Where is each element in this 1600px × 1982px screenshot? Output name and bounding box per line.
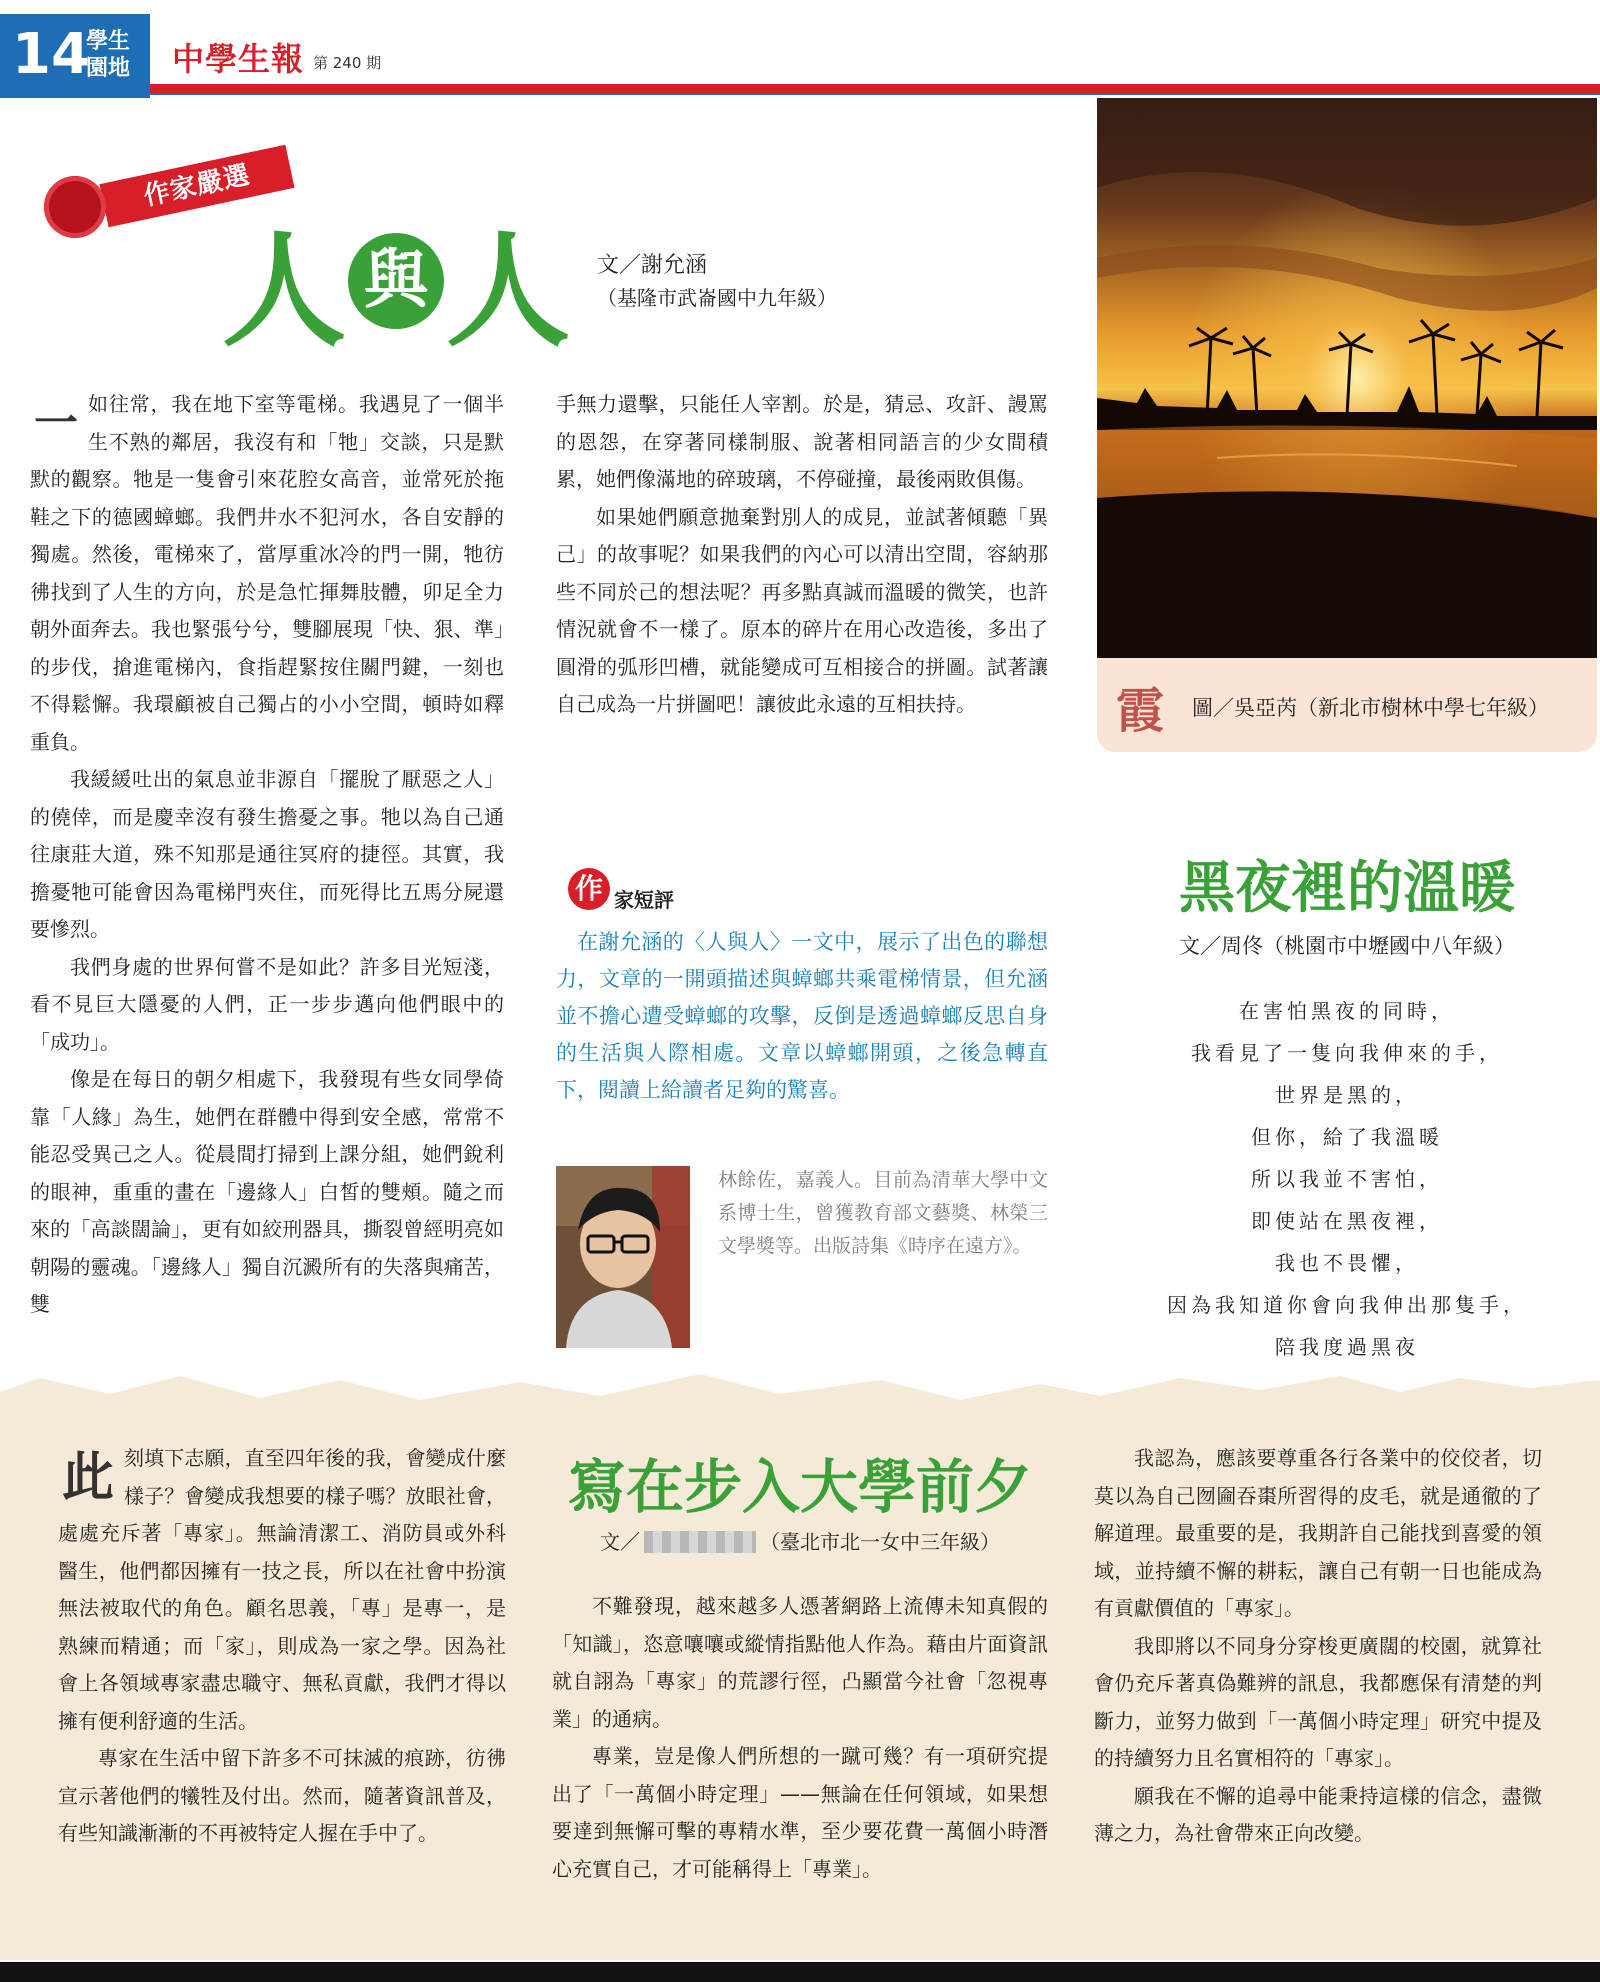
paragraph: 如往常，我在地下室等電梯。我遇見了一個半生不熟的鄰居，我沒有和「牠」交談，只是默默的觀察。牠是一隻會引來花腔女高音，並常死於拖鞋之下的德國蟑螂。我們井水不犯河水，各自安靜的獨處。然後，電梯來了，當厚重冰冷的門一開，牠彷彿找到了人生的方向，於是急忙揮舞肢體，卯足全力朝外面奔去。我也緊張兮兮，雙腳展現「快、狠、準」的步伐，搶進電梯內，食指趕緊按住關門鍵，一刻也不得鬆懈。我環顧被自己獨占的小小空間，頓時如釋重負。	[30, 392, 504, 754]
issue-number: 第 240 期	[313, 54, 382, 72]
section-name	[86, 28, 144, 82]
poem-line: 世界是黑的，	[1275, 1083, 1419, 1107]
header-rule	[150, 84, 1600, 93]
article3-column-3	[1094, 1440, 1542, 1853]
paragraph: 專家在生活中留下許多不可抹滅的痕跡，彷彿宣示著他們的犧牲及付出。然而，隨著資訊普及，有些知識漸漸的不再被特定人握在手中了。	[58, 1746, 506, 1845]
paragraph: 像是在每日的朝夕相處下，我發現有些女同學倚靠「人緣」為生，她們在群體中得到安全感，常常不能忍受異己之人。從晨間打掃到上課分組，她們銳利的眼神，重重的畫在「邊緣人」白皙的雙頰。隨之而來的「高談闊論」，更有如絞刑器具，撕裂曾經明亮如朝陽的靈魂。「邊緣人」獨自沉澱所有的失落與痛苦，雙	[30, 1067, 504, 1316]
article1-column-1	[30, 386, 504, 1366]
paragraph: 願我在不懈的追尋中能秉持這樣的信念，盡微薄之力，為社會帶來正向改變。	[1094, 1783, 1542, 1845]
photo-title: 霞	[1116, 683, 1165, 739]
article3-byline	[540, 1526, 1060, 1555]
poem-line: 在害怕黑夜的同時，	[1239, 999, 1455, 1023]
page-number: 14	[12, 22, 90, 87]
poem-line: 我看見了一隻向我伸來的手，	[1191, 1041, 1503, 1065]
paragraph: 我們身處的世界何嘗不是如此？許多目光短淺，看不見巨大隱憂的人們，正一步步邁向他們眼中的「成功」。	[30, 954, 504, 1054]
article3-column-1	[58, 1440, 506, 1853]
poem-title: 黑夜裡的溫暖	[1179, 855, 1515, 921]
critic-bio: 林餘佐，嘉義人。目前為清華大學中文系博士生，曾獲教育部文藝獎、林榮三文學獎等。出版詩集《時序在遠方》。	[718, 1169, 1048, 1257]
critic-portrait	[556, 1166, 690, 1348]
paragraph: 我認為，應該要尊重各行各業中的佼佼者，切莫以為自己囫圇吞棗所習得的皮毛，就是通徹的了解道理。最重要的是，我期許自己能找到喜愛的領域，並持續不懈的耕耘，讓自己有朝一日也能成為有貢獻價值的「專家」。	[1094, 1446, 1542, 1620]
title-right: 人	[446, 219, 571, 364]
poem-byline: 文／周佟（桃園市中壢國中八年級）	[1179, 934, 1515, 958]
poem-body	[1097, 990, 1597, 1368]
section-name-line2: 園地	[86, 56, 131, 81]
poem-line: 所以我並不害怕，	[1251, 1167, 1443, 1191]
byline-prefix: 文／	[600, 1530, 640, 1554]
dropcap: 此	[62, 1447, 115, 1508]
footer-bar	[0, 1962, 1600, 1982]
critique-text	[556, 924, 1048, 1109]
redacted-author-name	[644, 1531, 756, 1553]
critique-label: 家短評	[614, 888, 674, 912]
critique-badge: 作	[568, 868, 610, 910]
dropcap: 一	[34, 398, 78, 449]
title-mid-circle: 與	[348, 233, 444, 329]
poem-line: 即使站在黑夜裡，	[1251, 1209, 1443, 1233]
paragraph: 我緩緩吐出的氣息並非源自「擺脫了厭惡之人」的僥倖，而是慶幸沒有發生擔憂之事。牠以為自己通往康莊大道，殊不知那是通往冥府的捷徑。其實，我擔憂牠可能會因為電梯門夾住，而死得比五馬分屍還要慘烈。	[30, 767, 504, 941]
article-school: （基隆市武崙國中九年級）	[597, 286, 837, 310]
red-seal-icon	[44, 176, 106, 238]
section-name-line1: 學生	[86, 29, 131, 54]
ribbon-label: 作家嚴選	[100, 145, 295, 228]
article-title	[222, 206, 571, 364]
paragraph: 我即將以不同身分穿梭更廣闊的校園，就算社會仍充斥著真偽難辨的訊息，我都應保有清楚的判斷力，並努力做到「一萬個小時定理」研究中提及的持續努力且名實相符的「專家」。	[1094, 1633, 1542, 1770]
article-byline: 文／謝允涵	[597, 253, 708, 278]
poem-line: 但你，給了我溫暖	[1251, 1125, 1443, 1149]
paragraph: 手無力還擊，只能任人宰割。於是，猜忌、攻訐、謾罵的恩怨，在穿著同樣制服、說著相同語言的少女間積累，她們像滿地的碎玻璃，不停碰撞，最後兩敗俱傷。	[556, 392, 1048, 491]
paragraph: 不難發現，越來越多人憑著網路上流傳未知真假的「知識」，恣意嚷嚷或縱情指點他人作為。藉由片面資訊就自詡為「專家」的荒謬行徑，凸顯當今社會「忽視專業」的通病。	[552, 1594, 1048, 1731]
title-left: 人	[222, 219, 347, 364]
photo-credit: 圖／吳亞芮（新北市樹林中學七年級）	[1192, 696, 1549, 720]
paragraph: 專業，豈是像人們所想的一蹴可幾？有一項研究提出了「一萬個小時定理」——無論在任何領域，如果想要達到無懈可擊的專精水準，至少要花費一萬個小時潛心充實自己，才可能稱得上「專業」。	[552, 1744, 1048, 1881]
poem-line: 我也不畏懼，	[1275, 1251, 1419, 1275]
sunset-photo	[1097, 98, 1597, 658]
article3-school: （臺北市北一女中三年級）	[760, 1530, 1000, 1554]
article1-column-2	[556, 386, 1048, 724]
header-rule-blue	[150, 93, 1600, 95]
poem-line: 陪我度過黑夜	[1275, 1335, 1419, 1359]
poem-line: 因為我知道你會向我伸出那隻手，	[1167, 1293, 1527, 1317]
article3-title: 寫在步入大學前夕	[567, 1453, 1032, 1521]
critique-paragraph: 在謝允涵的〈人與人〉一文中，展示了出色的聯想力，文章的一開頭描述與蟑螂共乘電梯情景，但允涵並不擔心遭受蟑螂的攻擊，反倒是透過蟑螂反思自身的生活與人際相處。文章以蟑螂開頭，之後急轉直下，閱讀上給讀者足夠的驚喜。	[556, 930, 1048, 1102]
publication-name: 中學生報	[172, 40, 305, 78]
article3-column-2	[552, 1588, 1048, 1888]
paragraph: 如果她們願意拋棄對別人的成見，並試著傾聽「異己」的故事呢？如果我們的內心可以清出空間，容納那些不同於己的想法呢？再多點真誠而溫暖的微笑，也許情況就會不一樣了。原本的碎片在用心改造後，多出了圓滑的弧形凹槽，就能變成可互相接合的拼圖。試著讓自己成為一片拼圖吧！讓彼此永遠的互相扶持。	[556, 504, 1048, 716]
paragraph: 刻填下志願，直至四年後的我，會變成什麼樣子？會變成我想要的樣子嗎？放眼社會，處處充斥著「專家」。無論清潔工、消防員或外科醫生，他們都因擁有一技之長，所以在社會中扮演無法被取代的角色。顧名思義，「專」是專一，是熟練而精通；而「家」，則成為一家之學。因為社會上各領域專家盡忠職守、無私貢獻，我們才得以擁有便利舒適的生活。	[58, 1446, 506, 1733]
